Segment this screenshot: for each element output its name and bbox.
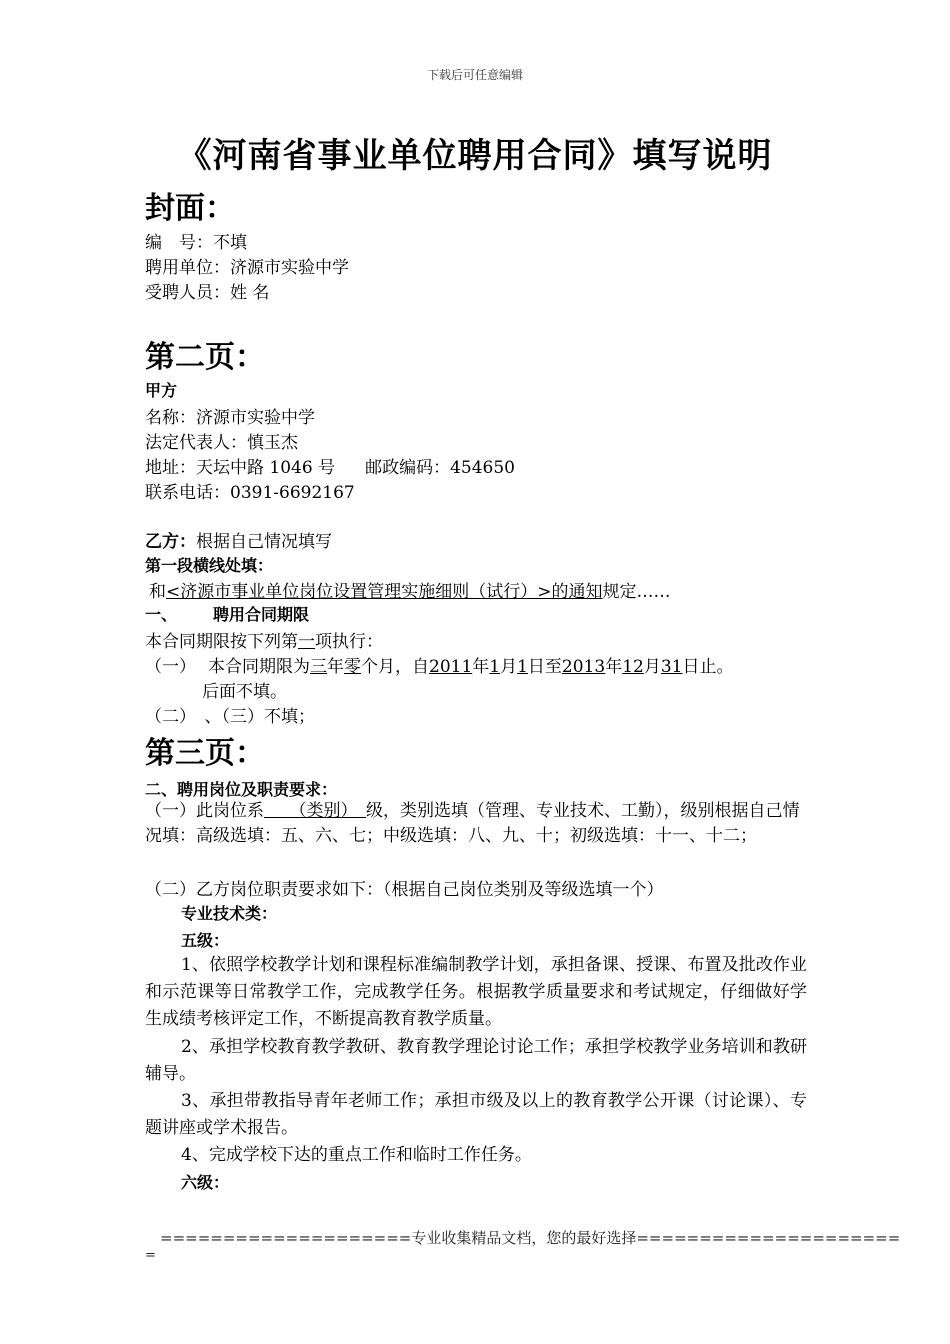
footer-line-2: =: [145, 1248, 156, 1263]
party-b-line: [145, 527, 332, 552]
end-year: 2013: [561, 657, 606, 677]
cover-employee: 受聘人员：姓 名: [145, 283, 270, 303]
party-a-postcode: 邮政编码：454650: [365, 458, 515, 478]
section1-number: 一、: [145, 605, 178, 624]
post-category-blank: （类别）: [264, 801, 366, 821]
start-year: 2011: [429, 657, 473, 677]
item1-years: 三: [310, 657, 327, 677]
term-line: [145, 627, 383, 652]
term-text-a: 本合同期限按下列第: [145, 632, 298, 652]
item1-text-c: 个月，自: [361, 657, 429, 677]
term-item-number: 一: [298, 632, 315, 652]
page3-heading: 第三页：: [145, 736, 265, 771]
party-a-phone: 联系电话：0391-6692167: [145, 483, 355, 503]
item1-prefix: （一）: [145, 657, 196, 677]
start-day-unit: 日至: [527, 657, 562, 677]
end-day: 31: [660, 657, 683, 677]
party-a-name: 名称：济源市实验中学: [145, 408, 315, 428]
end-day-unit: 日止。: [682, 657, 734, 677]
start-year-unit: 年: [472, 657, 490, 677]
post-text-b: 级，类别选填（管理、专业技术、工勤），级别根据自己情况填：高级选填：五、六、七；中级选填：八、九、十；初级选填：十一、十二；: [145, 801, 800, 846]
level6-title: 六级：: [181, 1173, 230, 1192]
start-month: 1: [489, 657, 501, 677]
party-a-rep: 法定代表人：慎玉杰: [145, 433, 298, 453]
notice-line: [149, 577, 671, 602]
first-blank-label: 第一段横线处填：: [145, 556, 274, 575]
item1-after: 后面不填。: [202, 682, 287, 702]
cover-number: 编 号：不填: [145, 233, 247, 253]
party-a-label: 甲方: [145, 381, 178, 400]
end-month-unit: 月: [643, 657, 661, 677]
section1-title: 聘用合同期限: [213, 605, 310, 624]
start-day: 1: [517, 657, 528, 677]
notice-and: 和: [149, 582, 166, 602]
footer-line: ====================专业收集精品文档，您的最好选择=====================: [160, 1229, 901, 1247]
end-month: 12: [622, 657, 644, 677]
notice-tail: 规定……: [602, 582, 671, 602]
cover-employer: 聘用单位：济源市实验中学: [145, 258, 349, 278]
post-text-a: （一）此岗位系: [145, 801, 264, 821]
party-b-label: 乙方：: [145, 532, 196, 552]
section1-heading: [145, 602, 309, 625]
section2-heading: 二、聘用岗位及职责要求：: [145, 780, 338, 799]
notice-title: <济源市事业单位岗位设置管理实施细则（试行）>的通知: [166, 582, 603, 602]
level5-title: 五级：: [181, 931, 230, 950]
duty-line: （二）乙方岗位职责要求如下：（根据自己岗位类别及等级选填一个）: [145, 880, 664, 900]
duty-item-4: 4、完成学校下达的重点工作和临时工作任务。: [181, 1145, 532, 1165]
term-text-b: 项执行：: [315, 632, 383, 652]
item1-months: 零: [344, 657, 361, 677]
document-title: 《河南省事业单位聘用合同》填写说明: [177, 136, 773, 176]
item1-text-b: 年: [327, 657, 344, 677]
start-month-unit: 月: [500, 657, 518, 677]
duty-item-2: 2、承担学校教育教学教研、教育教学理论讨论工作；承担学校教学业务培训和教研辅导。: [145, 1037, 807, 1084]
cover-heading: 封面：: [145, 191, 235, 226]
duty-item-3: 3、承担带教指导青年老师工作；承担市级及以上的教育教学公开课（讨论课）、专题讲座或学术报告。: [145, 1091, 807, 1138]
end-year-unit: 年: [605, 657, 623, 677]
category-title: 专业技术类：: [181, 904, 278, 923]
page-header: 下载后可任意编辑: [426, 68, 523, 82]
items-2-3: （二） 、（三）不填；: [145, 707, 315, 727]
party-b-text: 根据自己情况填写: [196, 532, 332, 552]
term-item1-line: [145, 652, 733, 677]
party-a-address: 地址：天坛中路 1046 号: [145, 458, 336, 478]
page2-heading: 第二页：: [145, 340, 265, 375]
post-category-paragraph: [145, 799, 815, 849]
party-a-address-line: [145, 453, 515, 478]
item1-text-a: 本合同期限为: [208, 657, 310, 677]
duty-item-1: 1、依照学校教学计划和课程标准编制教学计划，承担备课、授课、布置及批改作业和示范课等日常教学工作，完成教学任务。根据教学质量要求和考试规定，仔细做好学生成绩考核评定工作，不断提高教育教学质量。: [145, 955, 807, 1029]
